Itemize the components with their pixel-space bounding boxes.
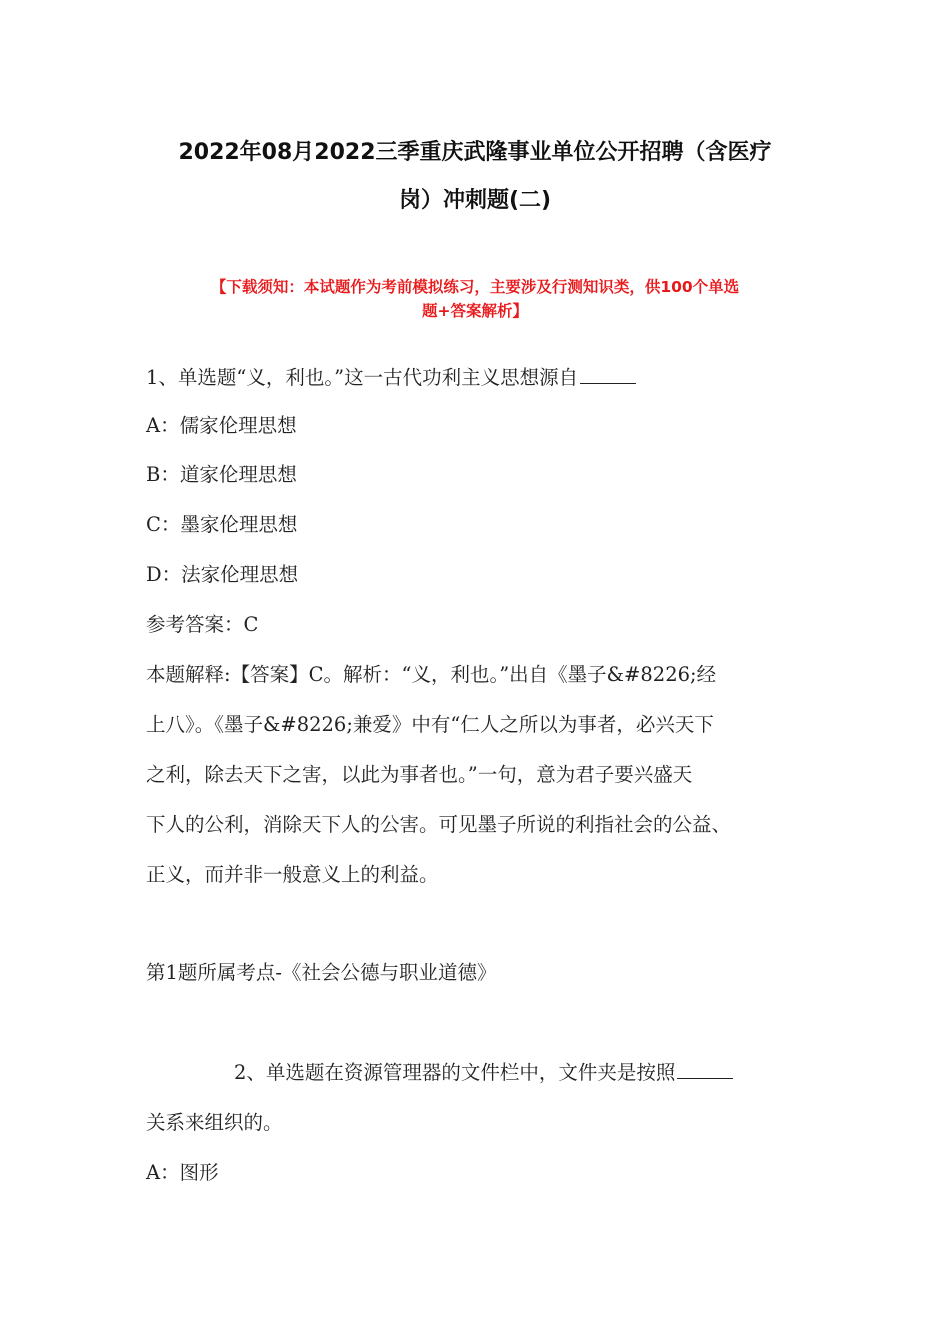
question-1-explanation-line: 本题解释:【答案】C。解析：“义，利也。”出自《墨子&#8226;经 <box>146 663 717 686</box>
question-2-option-a: A：图形 <box>146 1161 219 1184</box>
question-1-explanation-line: 下人的公利，消除天下人的公害。可见墨子所说的利指社会的公益、 <box>146 813 732 836</box>
question-2-stem-line-2: 关系来组织的。 <box>146 1111 283 1134</box>
question-1-stem-text: 1、单选题“义，利也。”这一古代功利主义思想源自 <box>146 366 579 389</box>
question-1-explanation-line: 正义，而并非一般意义上的利益。 <box>146 863 439 886</box>
question-1-option-c: C：墨家伦理思想 <box>146 513 298 536</box>
document-title-line-1: 2022年08月2022三季重庆武隆事业单位公开招聘（含医疗 <box>178 140 772 165</box>
document-title-line-2: 岗）冲刺题(二) <box>398 188 552 213</box>
question-1-explanation-line: 之利，除去天下之害，以此为事者也。”一句，意为君子要兴盛天 <box>146 763 693 786</box>
question-1-stem <box>146 364 636 392</box>
question-1-topic: 第1题所属考点-《社会公德与职业道德》 <box>146 961 497 984</box>
question-1-option-b: B：道家伦理思想 <box>146 463 297 486</box>
download-notice-line-1: 【下载须知：本试题作为考前模拟练习，主要涉及行测知识类，供100个单选 <box>210 278 740 296</box>
download-notice-line-2: 题+答案解析】 <box>422 302 528 320</box>
question-1-explanation-line: 上八》。《墨子&#8226;兼爱》中有“仁人之所以为事者，必兴天下 <box>146 713 714 736</box>
question-1-answer: 参考答案：C <box>146 613 259 636</box>
question-1-option-d: D：法家伦理思想 <box>146 563 299 586</box>
question-2-stem-text: 2、单选题在资源管理器的文件栏中，文件夹是按照 <box>234 1061 676 1084</box>
question-2-stem-line-1 <box>234 1059 733 1087</box>
answer-blank <box>677 1060 733 1079</box>
answer-blank <box>580 365 636 384</box>
question-1-option-a: A：儒家伦理思想 <box>146 414 297 437</box>
